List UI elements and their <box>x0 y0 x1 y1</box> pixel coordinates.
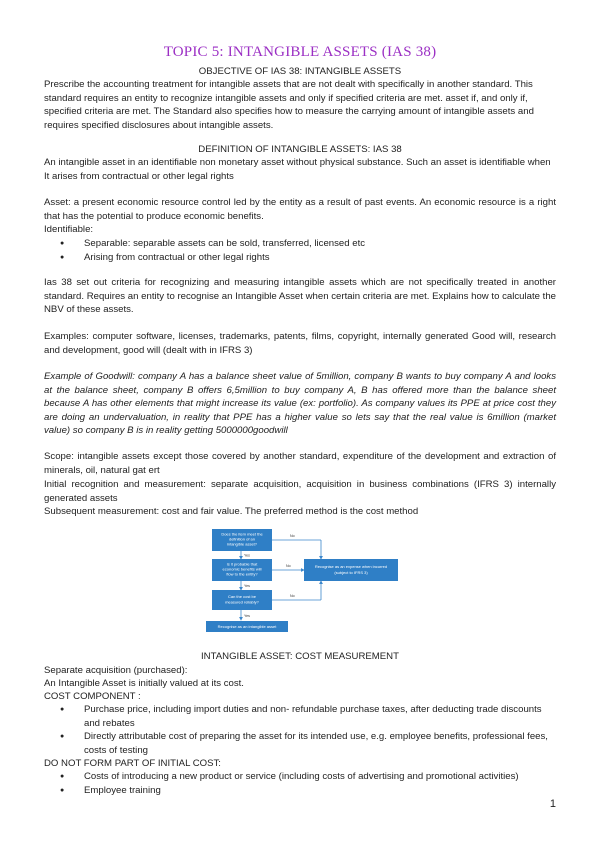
flow-box3-line2: measured reliably? <box>225 599 259 605</box>
ias38-text: Ias 38 set out criteria for recognizing and measuring intangible assets which are not specifically treated in another standard. Requires an entity to recognise an Intangible Asset when certain criteria are met. Explains how to calculate the NBV of these assets. <box>44 277 556 315</box>
initial-cost-text: An Intangible Asset is initially valued at its cost. <box>44 678 244 689</box>
flow-no-label-1: No <box>290 534 295 538</box>
initial-recognition-text: Initial recognition and measurement: separate acquisition, acquisition in business combinations (IFRS 3) internally generated assets <box>44 479 556 504</box>
subsequent-measurement-text: Subsequent measurement: cost and fair value. The preferred method is the cost method <box>44 506 419 517</box>
flow-yes-label-1: Yes <box>244 553 250 558</box>
cost-component-label: COST COMPONENT : <box>44 691 141 702</box>
list-item: ● Arising from contractual or other legal rights <box>60 251 556 265</box>
not-part-list <box>60 770 556 797</box>
flow-right-line1: Recognise as an expense when incurred <box>314 564 388 569</box>
flow-box1-line1: Does the item meet the <box>221 531 263 537</box>
flow-no-label-3: No <box>290 594 295 598</box>
separate-acquisition: Separate acquisition (purchased): <box>44 665 188 676</box>
list-item: ● Separable: separable assets can be sold, transferred, licensed etc <box>60 237 556 251</box>
flow-box1-line3: intangible asset? <box>226 541 258 547</box>
flow-box3-line1: Can the cost be <box>227 594 257 599</box>
flow-box2-line3: flow to the entity? <box>226 571 258 577</box>
asset-definition: Asset: a present economic resource control led by the entity as a result of past events. An economic resource is a right that has the potential to produce economic benefits. <box>44 197 556 222</box>
flow-right-line2: (subject to IFRS 3) <box>334 570 368 575</box>
definition-heading: DEFINITION OF INTANGIBLE ASSETS: IAS 38 <box>198 144 402 155</box>
list-item: ● Purchase price, including import duties and non- refundable purchase taxes, after deducting trade discounts and rebates <box>60 703 556 730</box>
cost-measurement-heading: INTANGIBLE ASSET: COST MEASUREMENT <box>201 651 399 662</box>
identifiable-list <box>60 237 556 264</box>
page-title: TOPIC 5: INTANGIBLE ASSETS (IAS 38) <box>163 44 437 60</box>
list-item: ● Costs of introducing a new product or service (including costs of advertising and promotional activities) <box>60 770 556 784</box>
list-item: ● Directly attributable cost of preparing the asset for its intended use, e.g. employee benefits, professional fees, costs of testing <box>60 730 556 757</box>
examples-text: Examples: computer software, licenses, trademarks, patents, films, copyright, internally generated Good will, research and development, good will (dealt with in IFRS 3) <box>44 331 556 356</box>
page-number: 1 <box>549 798 556 810</box>
objective-text: Prescribe the accounting treatment for intangible assets that are not dealt with specifically in another standard. This standard requires an entity to recognize intangible assets and only if specified criteria are met. asset if, and only if, specified criteria are met. The Standard also specifies how to measure the carrying amount of intangible assets and requires specified disclosures about intangible assets. <box>44 79 534 131</box>
recognition-flowchart <box>200 526 400 638</box>
goodwill-example: Example of Goodwill: company A has a balance sheet value of 5million, company B wants to buy company A and looks at the balance sheet, company B offers 6,5million to buy company A, B has offered more than the balance sheet because A has other elements that might increase its value (ex: portfolio). As company values its PPE at price cost they are doing an undervaluation, in reality that PPE has a higher value so lets say that the real value is 6million (market value) so company B is in reality getting 5000000goodwill <box>44 371 556 436</box>
list-item: ● Employee training <box>60 784 556 798</box>
identifiable-label: Identifiable: <box>44 224 94 235</box>
definition-intro: An intangible asset in an identifiable non monetary asset without physical substance. Such an asset is identifiable when It arises from contractual or other legal rights <box>44 157 551 182</box>
cost-component-list <box>60 703 556 757</box>
not-part-label: DO NOT FORM PART OF INITIAL COST: <box>44 758 221 769</box>
flow-box1-line2: definition of an <box>228 536 256 542</box>
flow-box2-line1: Is it probable that <box>226 561 258 567</box>
flow-box2-line2: economic benefits will <box>222 566 262 572</box>
flow-yes-label-3: Yes <box>244 614 250 618</box>
flow-yes-label-2: Yes <box>244 584 250 588</box>
scope-text: Scope: intangible assets except those covered by another standard, expenditure of the development and extraction of minerals, oil, natural gat ert <box>44 451 556 476</box>
flow-no-label-2: No <box>286 564 291 568</box>
flow-bottom-label: Recognise as an intangible asset <box>217 624 277 629</box>
objective-heading: OBJECTIVE OF IAS 38: INTANGIBLE ASSETS <box>198 66 402 77</box>
